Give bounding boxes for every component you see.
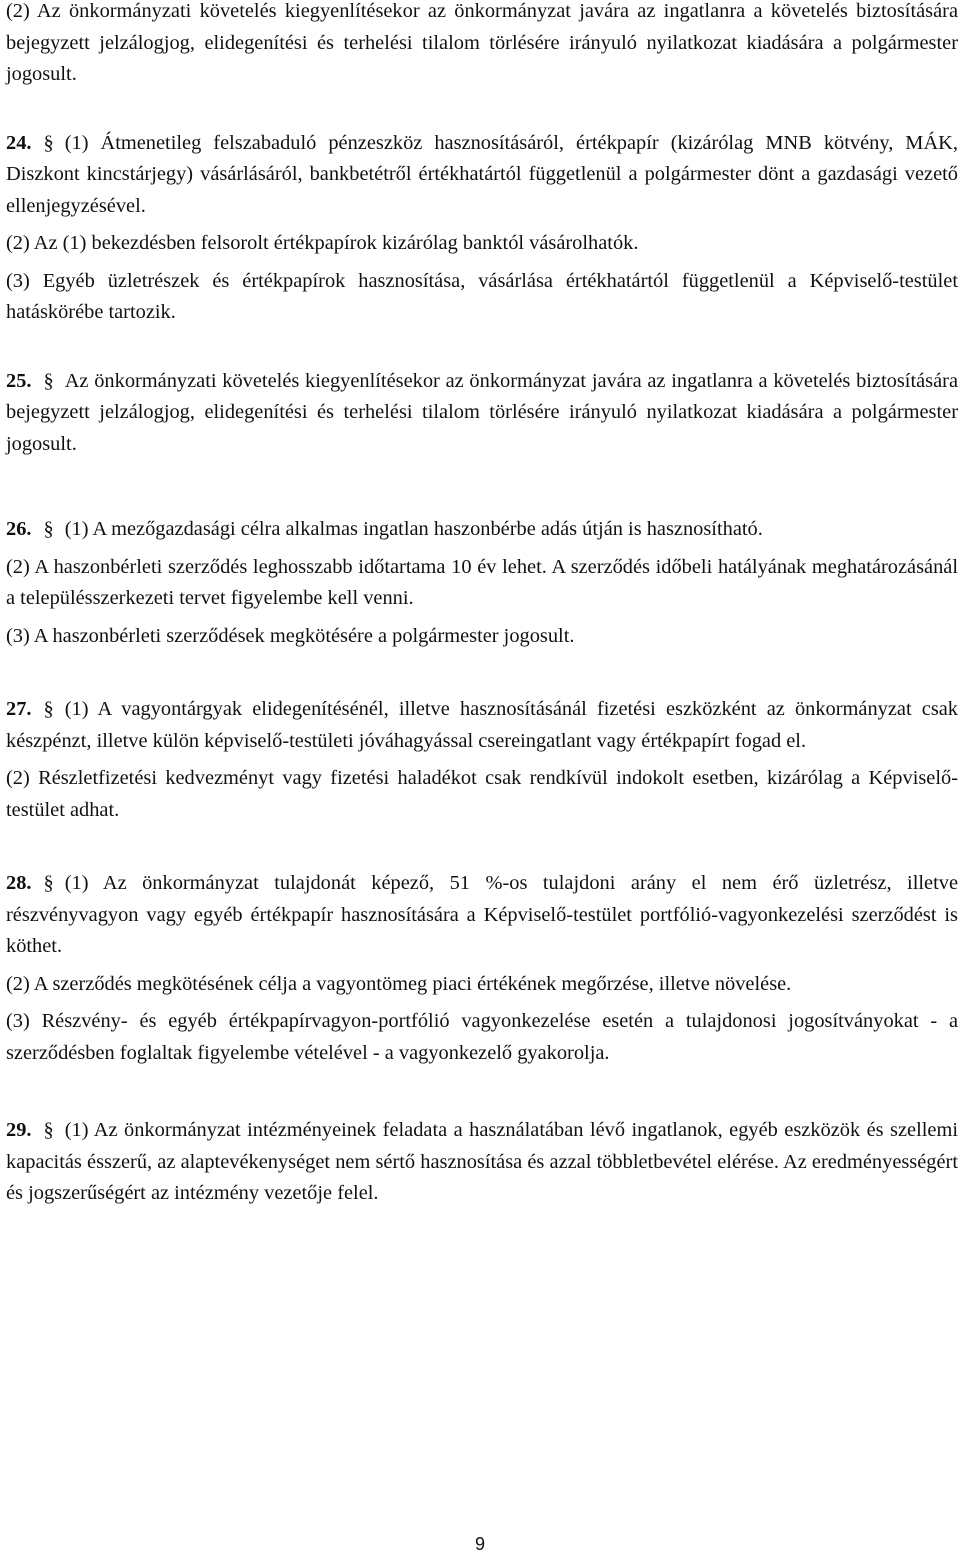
section-26-paragraph-3: (3) A haszonbérleti szerződések megkötésére a polgármester jogosult. xyxy=(6,624,575,647)
paragraph-text: (1) A vagyontárgyak elidegenítésénél, illetve hasznosításánál fizetési eszközként az önkormányzat csak készpénzt, illetve külön képviselő-testületi jóváhagyással csereingatlant vagy értékpapírt fogad el. xyxy=(6,698,958,752)
paragraph-text: (1) Az önkormányzat intézményeinek feladata a használatában lévő ingatlanok, egyéb eszközök és szellemi kapacitás ésszerű, az alaptevékenységet nem sértő hasznosítása és azzal többletbevétel elérése. Az eredményességért és jogszerűségért az intézmény vezetője felel. xyxy=(6,1119,958,1204)
intro-paragraph: (2) Az önkormányzati követelés kiegyenlítésekor az önkormányzat javára az ingatlanra a követelés biztosítására bejegyzett jelzálogjog, elidegenítési és terhelési tilalom törlésére irányuló nyilatkozat kiadására a polgármester jogosult. xyxy=(6,0,958,85)
section-number: 28. xyxy=(6,872,32,894)
section-28-paragraph-2: (2) A szerződés megkötésének célja a vagyontömeg piaci értékének megőrzése, illetve növelése. xyxy=(6,972,792,995)
section-27-paragraph-2: (2) Részletfizetési kedvezményt vagy fizetési haladékot csak rendkívül indokolt esetben, kizárólag a Képviselő-testület adhat. xyxy=(6,767,958,821)
section-26-paragraph-1 xyxy=(6,514,958,546)
paragraph-text: (1) Az önkormányzat tulajdonát képező, 51 %-os tulajdoni arány el nem érő üzletrész, illetve részvényvagyon vagy egyéb értékpapír hasznosítására a Képviselő-testület portfólió-vagyonkezelési szerződést is köthet. xyxy=(6,872,958,957)
section-25 xyxy=(6,366,958,461)
section-27 xyxy=(6,694,958,826)
section-number: 27. xyxy=(6,698,32,720)
section-28 xyxy=(6,868,958,1069)
section-number: 26. xyxy=(6,518,32,540)
paragraph-text: (1) A mezőgazdasági célra alkalmas ingatlan haszonbérbe adás útján is hasznosítható. xyxy=(64,518,763,540)
paragraph-sign: § xyxy=(43,518,54,540)
section-27-paragraph-1 xyxy=(6,694,958,757)
section-26-paragraph-2: (2) A haszonbérleti szerződés leghosszabb időtartama 10 év lehet. A szerződés időbeli hatályának meghatározásánál a településszerkezeti tervet figyelembe kell venni. xyxy=(6,555,958,609)
section-24-paragraph-1 xyxy=(6,128,958,223)
section-26 xyxy=(6,514,958,652)
section-24-paragraph-2: (2) Az (1) bekezdésben felsorolt értékpapírok kizárólag banktól vásárolhatók. xyxy=(6,232,639,254)
paragraph-sign: § xyxy=(43,131,54,154)
section-number: 25. xyxy=(6,369,32,392)
paragraph-text: Az önkormányzati követelés kiegyenlítésekor az önkormányzat javára az ingatlanra a követelés biztosítására bejegyzett jelzálogjog, elidegenítési és terhelési tilalom törlésére irányuló nyilatkozat kiadására a polgármester jogosult. xyxy=(6,369,958,455)
paragraph-sign: § xyxy=(43,369,54,392)
section-29-paragraph-1 xyxy=(6,1115,958,1210)
paragraph-sign: § xyxy=(43,1119,54,1141)
section-number: 24. xyxy=(6,131,32,154)
section-25-paragraph-1 xyxy=(6,366,958,461)
section-29 xyxy=(6,1115,958,1210)
paragraph-text: (1) Átmenetileg felszabaduló pénzeszköz hasznosításáról, értékpapír (kizárólag MNB kötvény, MÁK, Diszkont kincstárjegy) vásárlásáról, bankbetétről értékhatártól függetlenül a polgármester dönt a gazdasági vezető ellenjegyzésével. xyxy=(6,131,958,217)
section-28-paragraph-1 xyxy=(6,868,958,963)
page-number: 9 xyxy=(474,1534,485,1554)
document-page xyxy=(6,0,958,1210)
paragraph-sign: § xyxy=(43,872,54,894)
section-24 xyxy=(6,128,958,329)
section-number: 29. xyxy=(6,1119,32,1141)
section-24-paragraph-3: (3) Egyéb üzletrészek és értékpapírok hasznosítása, vásárlása értékhatártól függetlenül a Képviselő-testület hatáskörébe tartozik. xyxy=(6,269,958,323)
section-28-paragraph-3: (3) Részvény- és egyéb értékpapírvagyon-portfólió vagyonkezelése esetén a tulajdonosi jogosítványokat - a szerződésben foglaltak figyelembe vételével - a vagyonkezelő gyakorolja. xyxy=(6,1010,958,1064)
paragraph-sign: § xyxy=(43,698,54,720)
